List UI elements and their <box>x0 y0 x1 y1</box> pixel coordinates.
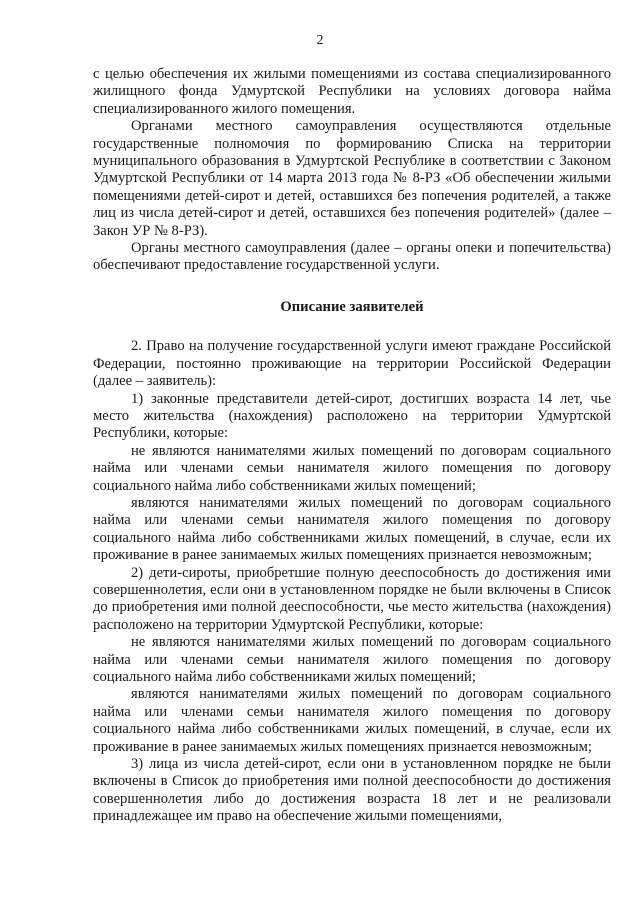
item-2-2-a: не являются нанимателями жилых помещений по договорам социального найма или членами семьи нанимателя жилого помещения по договору социального найма либо собственниками жилых помещений; <box>93 634 611 685</box>
paragraph-guardianship: Органы местного самоуправления (далее – органы опеки и попечительства) обеспечивают предоставление государственной услуги. <box>93 240 611 274</box>
section-heading: Описание заявителей <box>280 298 424 315</box>
item-2-3: 3) лица из числа детей-сирот, если они в установленном порядке не были включены в Список до приобретения ими полной дееспособности до достижения совершеннолетия либо до достижения возраста 18 лет и не реализовали принадлежащее им право на обеспечение жилыми помещениями, <box>93 756 611 825</box>
item-2-intro: 2. Право на получение государственной услуги имеют граждане Российской Федерации, постоянно проживающие на территории Российской Федерации (далее – заявитель): <box>93 338 611 390</box>
paragraph-continuation: с целью обеспечения их жилыми помещениями из состава специализированного жилищного фонда Удмуртской Республики на условиях договора найма специализированного жилого помещения. <box>93 66 611 117</box>
paragraph-authorities: Органами местного самоуправления осуществляются отдельные государственные полномочия по формированию Списка на территории муниципального образования в Удмуртской Республике в соответствии с Законом Удмуртской Республики от 14 марта 2013 года № 8-РЗ «Об обеспечении жилыми помещениями детей-сирот и детей, оставшихся без попечения родителей, а также лиц из числа детей-сирот и детей, оставшихся без попечения родителей» (далее – Закон УР № 8-РЗ). <box>93 118 611 239</box>
page-number: 2 <box>316 33 324 48</box>
item-2-2-b: являются нанимателями жилых помещений по договорам социального найма или членами семьи нанимателя жилого помещения по договору социального найма либо собственниками жилых помещений, в случае, если их проживание в ранее занимаемых жилых помещениях признается невозможным; <box>93 686 611 755</box>
item-2-1-a: не являются нанимателями жилых помещений по договорам социального найма или членами семьи нанимателя жилого помещения по договору социального найма либо собственниками жилых помещений; <box>93 442 611 494</box>
document-body <box>93 66 611 826</box>
item-2-2: 2) дети-сироты, приобретшие полную дееспособность до достижения ими совершеннолетия, если они в установленном порядке не были включены в Список до приобретения ими полной дееспособности, чье место жительства (нахождения) расположено на территории Удмуртской Республики, которые: <box>93 564 611 633</box>
item-2-1: 1) законные представители детей-сирот, достигших возраста 14 лет, чье место жительства (нахождения) расположено на территории Удмуртской Республики, которые: <box>93 390 611 442</box>
item-2-1-b: являются нанимателями жилых помещений по договорам социального найма или членами семьи нанимателя жилого помещения по договору социального найма либо собственниками жилых помещений, в случае, если их проживание в ранее занимаемых жилых помещениях признается невозможным; <box>93 494 611 564</box>
